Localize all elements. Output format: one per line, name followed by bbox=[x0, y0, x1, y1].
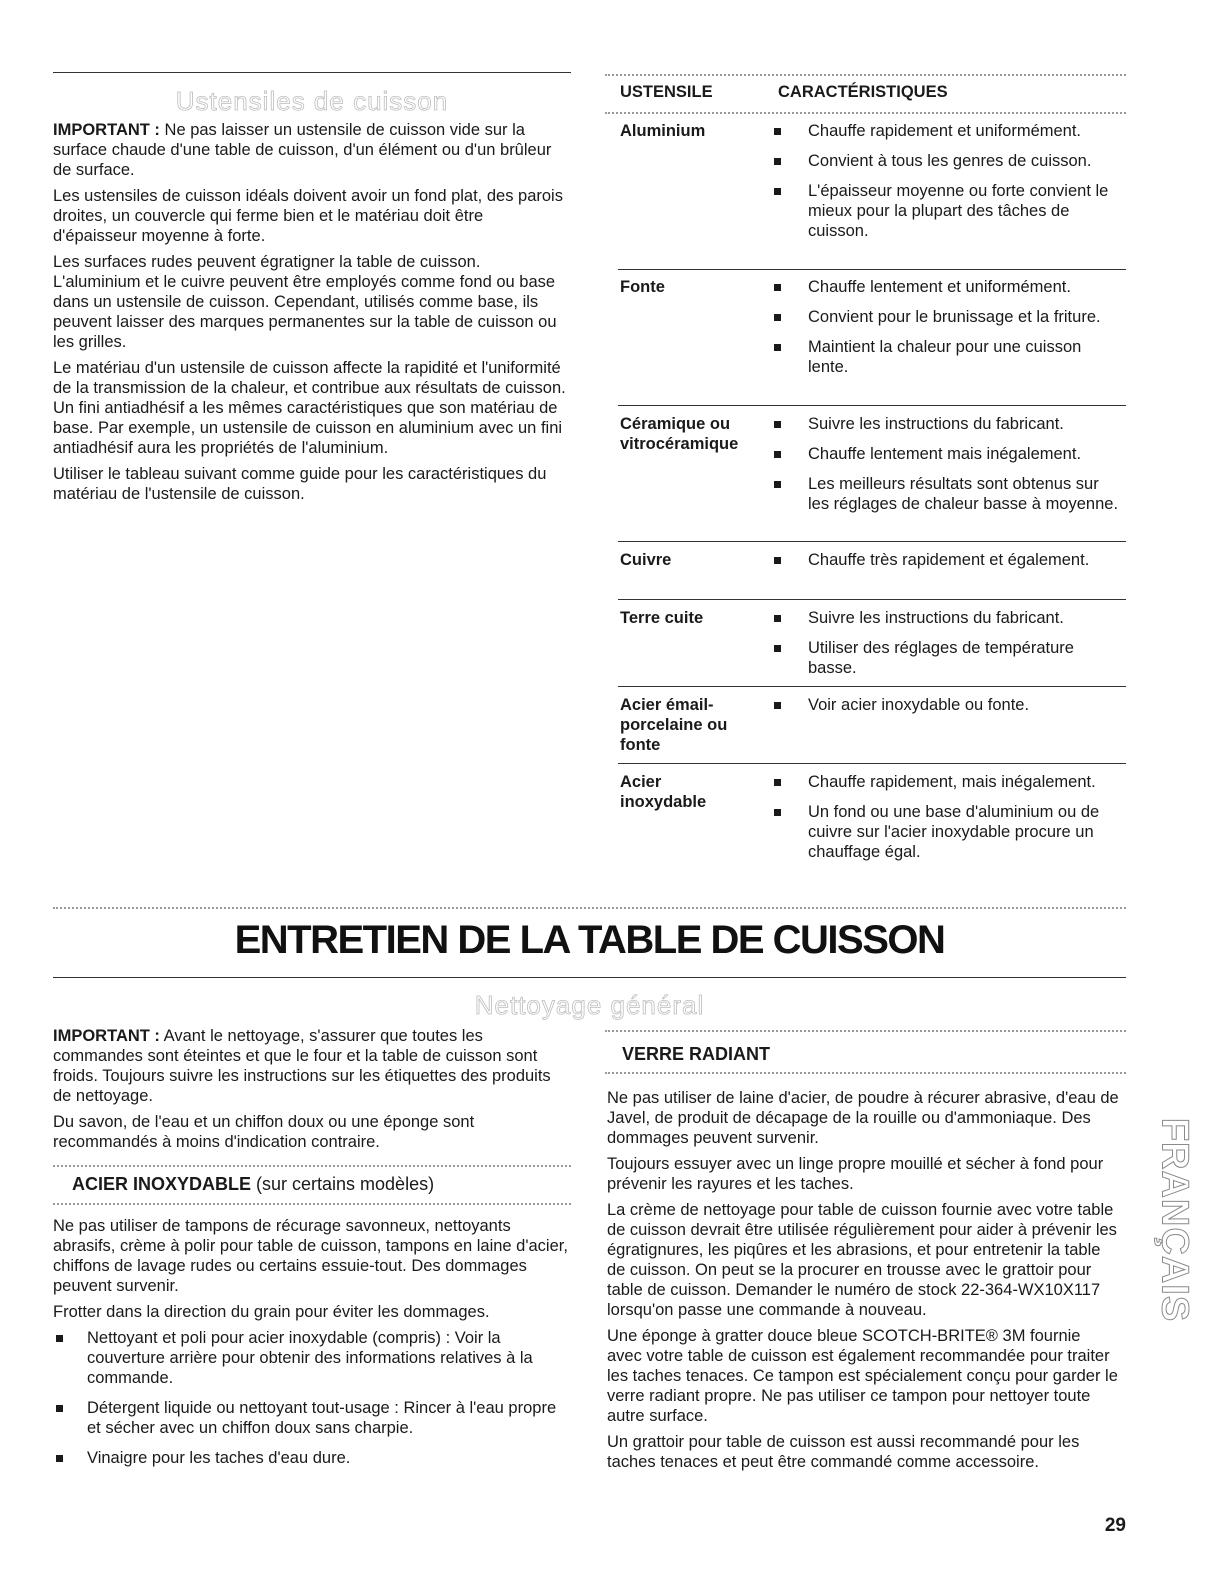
main-heading: ENTRETIEN DE LA TABLE DE CUISSON bbox=[234, 918, 945, 962]
row-separator bbox=[618, 686, 1126, 687]
row-separator bbox=[618, 541, 1126, 542]
feature-item: Chauffe rapidement et uniformément. bbox=[772, 121, 1124, 141]
row-separator bbox=[618, 763, 1126, 764]
glass-paragraph: Toujours essuyer avec un linge propre mouillé et sécher à fond pour prévenir les rayures et les taches. bbox=[607, 1155, 1104, 1193]
steel-heading-note: (sur certains modèles) bbox=[251, 1174, 435, 1194]
feature-item: Suivre les instructions du fabricant. bbox=[772, 608, 1124, 628]
feature-item: Voir acier inoxydable ou fonte. bbox=[772, 695, 1124, 715]
steel-text bbox=[53, 1216, 571, 1468]
header-caracteristiques: CARACTÉRISTIQUES bbox=[778, 83, 948, 101]
material-name: Cuivre bbox=[620, 551, 672, 569]
material-name: Céramique ou vitrocéramique bbox=[620, 415, 739, 453]
cookware-paragraph: Utiliser le tableau suivant comme guide pour les caractéristiques du matériau de l'ustensile de cuisson. bbox=[53, 465, 547, 503]
cookware-paragraph: Les surfaces rudes peuvent égratigner la table de cuisson. L'aluminium et le cuivre peuvent être employés comme fond ou base dans un ustensile de cuisson. Cependant, utilisés comme base, ils peuvent laisser des marques permanentes sur la table de cuisson ou les grilles. bbox=[53, 253, 557, 351]
language-side-tab bbox=[1152, 1085, 1196, 1355]
steel-heading-text: ACIER INOXYDABLE bbox=[72, 1174, 252, 1194]
care-important-text: Avant le nettoyage, s'assurer que toutes les commandes sont éteintes et que le four et la table de cuisson sont froids. Toujours suivre les instructions sur les étiquettes des produits de nettoyage. bbox=[53, 1027, 551, 1105]
row-separator bbox=[618, 405, 1126, 406]
section-dotted-rule bbox=[53, 907, 1126, 909]
cookware-title: Ustensiles de cuisson bbox=[175, 86, 449, 116]
care-important-label: IMPORTANT : bbox=[53, 1027, 160, 1045]
feature-item: Utiliser des réglages de température basse. bbox=[772, 638, 1124, 678]
feature-item: Chauffe rapidement, mais inégalement. bbox=[772, 772, 1124, 792]
glass-paragraph: Une éponge à gratter douce bleue SCOTCH-BRITE® 3M fournie avec votre table de cuisson est également recommandée pour traiter les taches tenaces. Ce tampon est spécialement conçu pour garder le verre radiant propre. Ne pas utiliser ce tampon pour nettoyer toute autre surface. bbox=[607, 1327, 1118, 1425]
cookware-paragraph: Les ustensiles de cuisson idéals doivent avoir un fond plat, des parois droites, un couvercle qui ferme bien et le matériau doit être d'épaisseur moyenne à forte. bbox=[53, 187, 563, 245]
page-number: 29 bbox=[1104, 1515, 1126, 1536]
feature-item: Chauffe lentement mais inégalement. bbox=[772, 444, 1124, 464]
header-ustensile: USTENSILE bbox=[620, 83, 713, 101]
important-text: Ne pas laisser un ustensile de cuisson vide sur la surface chaude d'une table de cuisson, d'un élément ou d'un brûleur de surface. bbox=[53, 121, 552, 179]
feature-item: Convient pour le brunissage et la friture. bbox=[772, 307, 1124, 327]
glass-paragraph: Ne pas utiliser de laine d'acier, de poudre à récurer abrasive, d'eau de Javel, de produit de décapage de la rouille ou d'ammoniaque. Des dommages peuvent survenir. bbox=[607, 1089, 1119, 1147]
material-name: Fonte bbox=[620, 278, 665, 296]
care-paragraph: Du savon, de l'eau et un chiffon doux ou une éponge sont recommandés à moins d'indication contraire. bbox=[53, 1113, 475, 1151]
row-separator bbox=[618, 599, 1126, 600]
steel-heading bbox=[72, 1174, 434, 1195]
steel-dotted-bottom bbox=[53, 1203, 571, 1205]
material-name: Terre cuite bbox=[620, 609, 704, 627]
top-left-rule bbox=[53, 72, 571, 73]
glass-paragraph: La crème de nettoyage pour table de cuisson fournie avec votre table de cuisson devrait être utilisée régulièrement pour aider à prévenir les égratignures, les piqûres et les abrasions, et pour entretenir la table de cuisson. On peut se la procurer en trousse avec le grattoir pour table de cuisson. Demander le numéro de stock 22-364-WX10X117 lorsqu'on passe une commande à nouveau. bbox=[607, 1201, 1117, 1319]
subtitle-nettoyage: Nettoyage général bbox=[474, 990, 705, 1020]
glass-dotted-top bbox=[605, 1030, 1126, 1032]
care-left-column bbox=[53, 1026, 571, 1152]
feature-item: Chauffe très rapidement et également. bbox=[772, 550, 1124, 570]
row-separator bbox=[618, 269, 1126, 270]
table-top-dotted bbox=[605, 74, 1126, 76]
feature-item: Suivre les instructions du fabricant. bbox=[772, 414, 1124, 434]
cookware-paragraph: Le matériau d'un ustensile de cuisson affecte la rapidité et l'uniformité de la transmission de la chaleur, et contribue aux résultats de cuisson. Un fini antiadhésif a les mêmes caractéristiques que son matériau de base. Par exemple, un ustensile de cuisson en aluminium avec un fini antiadhésif aura les propriétés de l'aluminium. bbox=[53, 359, 566, 457]
steel-dotted-top bbox=[53, 1165, 571, 1167]
steel-bullet: Détergent liquide ou nettoyant tout-usage : Rincer à l'eau propre et sécher avec un chiffon doux sans charpie. bbox=[53, 1398, 571, 1438]
material-name: Aluminium bbox=[620, 122, 706, 140]
material-name: Acier inoxydable bbox=[620, 773, 707, 811]
feature-item: Convient à tous les genres de cuisson. bbox=[772, 151, 1124, 171]
steel-paragraph: Ne pas utiliser de tampons de récurage savonneux, nettoyants abrasifs, crème à polir pour table de cuisson, tampons en laine d'acier, chiffons de lavage rudes ou certains essuie-tout. Des dommages peuvent survenir. bbox=[53, 1217, 568, 1295]
feature-item: Les meilleurs résultats sont obtenus sur les réglages de chaleur basse à moyenne. bbox=[772, 474, 1124, 514]
steel-paragraph: Frotter dans la direction du grain pour éviter les dommages. bbox=[53, 1303, 490, 1321]
glass-paragraph: Un grattoir pour table de cuisson est aussi recommandé pour les taches tenaces et peut être commandé comme accessoire. bbox=[607, 1433, 1080, 1471]
cookware-text bbox=[53, 120, 571, 504]
feature-item: Chauffe lentement et uniformément. bbox=[772, 277, 1124, 297]
glass-heading: VERRE RADIANT bbox=[622, 1044, 771, 1064]
important-label: IMPORTANT : bbox=[53, 121, 160, 139]
main-heading-rule bbox=[53, 977, 1126, 978]
glass-dotted-bottom bbox=[605, 1072, 1126, 1074]
steel-bullet: Vinaigre pour les taches d'eau dure. bbox=[53, 1448, 571, 1468]
material-name: Acier émail-porcelaine ou fonte bbox=[620, 696, 728, 754]
glass-text bbox=[607, 1088, 1119, 1472]
steel-bullet: Nettoyant et poli pour acier inoxydable (compris) : Voir la couverture arrière pour obtenir des informations relatives à la commande. bbox=[53, 1328, 571, 1388]
feature-item: Maintient la chaleur pour une cuisson lente. bbox=[772, 337, 1124, 377]
feature-item: L'épaisseur moyenne ou forte convient le mieux pour la plupart des tâches de cuisson. bbox=[772, 181, 1124, 241]
feature-item: Un fond ou une base d'aluminium ou de cuivre sur l'acier inoxydable procure un chauffage égal. bbox=[772, 802, 1124, 862]
language-side-tab-text: FRANÇAIS bbox=[1153, 1117, 1196, 1323]
table-header-dotted bbox=[605, 112, 1126, 114]
